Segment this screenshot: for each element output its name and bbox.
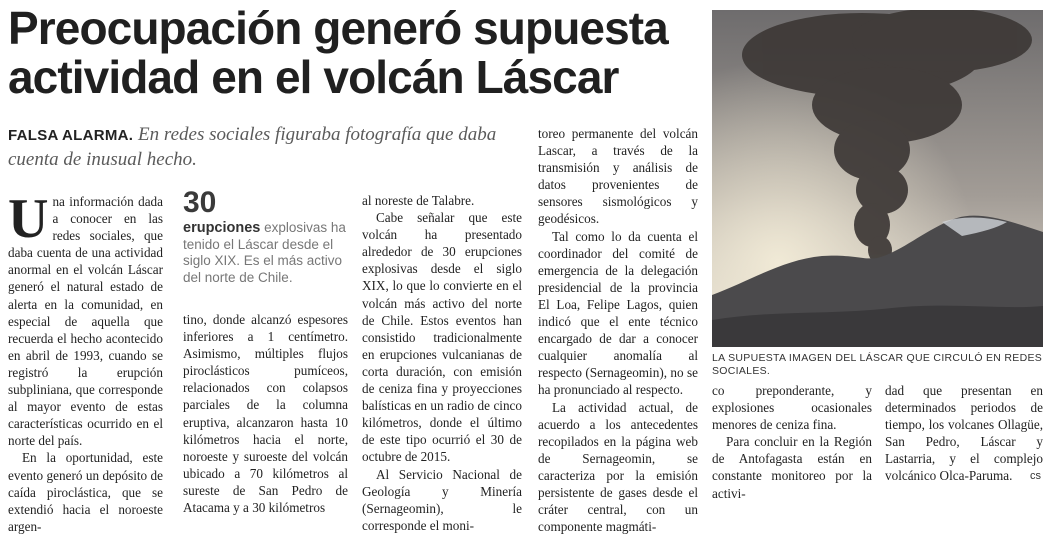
article-column-3 — [362, 192, 522, 534]
volcano-photo-illustration — [712, 10, 1043, 347]
headline: Preocupación generó supuesta actividad en el volcán Láscar — [8, 4, 698, 102]
drop-cap: U — [8, 195, 48, 243]
highlight-box — [183, 186, 348, 286]
paragraph: Tal como lo da cuenta el coordinador del comité de emergencia de la delegación presidencial de la provincia El Loa, Felipe Lagos, quien indicó que el ente técnico encargado de dar a conocer cualquier anomalía al respecto (Sernageomin), no se ha pronunciado al respecto. — [538, 228, 698, 399]
highlight-number: 30 — [183, 186, 348, 220]
paragraph: Cabe señalar que este volcán ha presentado alrededor de 30 erupciones explosivas desde el siglo XIX, lo que lo convierte en el volcán más activo del norte de Chile. Estos eventos han consistido tradicionalmente en erupciones vulcanianas de corta duración, con emisión de ceniza fina y proyecciones balísticas en un radio de cinco kilómetros, donde el último de este tipo ocurrió el 30 de octubre de 2015. — [362, 209, 522, 465]
paragraph: dad que presentan en determinados periodos de tiempo, los volcanes Ollagüe, San Pedro, Láscar y Lastarria, y el complejo volcánico Olca-Paruma. — [885, 382, 1043, 485]
paragraph: co preponderante, y explosiones ocasionales menores de ceniza fina. — [712, 382, 872, 433]
paragraph: toreo permanente del volcán Lascar, a través de la transmisión y análisis de datos provenientes de sensores sismológicos y geodésicos. — [538, 125, 698, 228]
paragraph: Al Servicio Nacional de Geología y Minería (Sernageomin), le corresponde el moni- — [362, 466, 522, 534]
highlight-description: explosivas ha tenido el Láscar desde el siglo XIX. Es el más activo del norte de Chile. — [183, 220, 346, 285]
highlight-text — [183, 220, 348, 286]
article-column-5 — [712, 382, 872, 502]
paragraph: Para concluir en la Región de Antofagasta están en constante monitoreo por la activi- — [712, 433, 872, 501]
paragraph: En la oportunidad, este evento generó un depósito de caída piroclástica, que se extendió hacia el noroeste argen- — [8, 449, 163, 534]
author-signoff: cs — [1030, 470, 1041, 482]
paragraph: La actividad actual, de acuerdo a los antecedentes recopilados en la página web de Sernageomin, se caracteriza por la emisión persistente de gases desde el cráter central, con un componente magmáti- — [538, 399, 698, 535]
volcano-photo — [712, 10, 1043, 347]
paragraph: al noreste de Talabre. — [362, 192, 522, 209]
lead-paragraph — [8, 193, 163, 449]
article-column-4 — [538, 125, 698, 535]
article-column-1 — [8, 193, 163, 535]
paragraph: tino, donde alcanzó espesores inferiores a 1 centímetro. Asimismo, múltiples flujos piroclásticos pumíceos, relacionados con colapsos parciales de la columna eruptiva, alcanzaron hasta 10 kilómetros hacia el norte, noroeste y suroeste del volcán ubicado a 70 kilómetros al sureste de San Pedro de Atacama y a 30 kilómetros — [183, 311, 348, 516]
article-column-6 — [885, 382, 1043, 485]
lead-paragraph-text: na información dada a conocer en las redes sociales, que daba cuenta de una actividad anormal en el volcán Láscar generó el natural estado de alerta en la comunidad, en especial de aquella que recuerda el hecho acontecido en abril de 1993, cuando se registró la erupción subpliniana, que corresponde al mayor evento de estas características ocurrido en el norte del país. — [8, 194, 163, 448]
subheading-text: En redes sociales figuraba fotografía que daba cuenta de inusual hecho. — [8, 124, 496, 170]
subheading — [8, 123, 528, 172]
article-column-2 — [183, 311, 348, 516]
kicker-label: FALSA ALARMA. — [8, 127, 133, 144]
highlight-word: erupciones — [183, 220, 260, 236]
photo-caption: LA SUPUESTA IMAGEN DEL LÁSCAR QUE CIRCULÓ EN REDES SOCIALES. — [712, 352, 1043, 378]
